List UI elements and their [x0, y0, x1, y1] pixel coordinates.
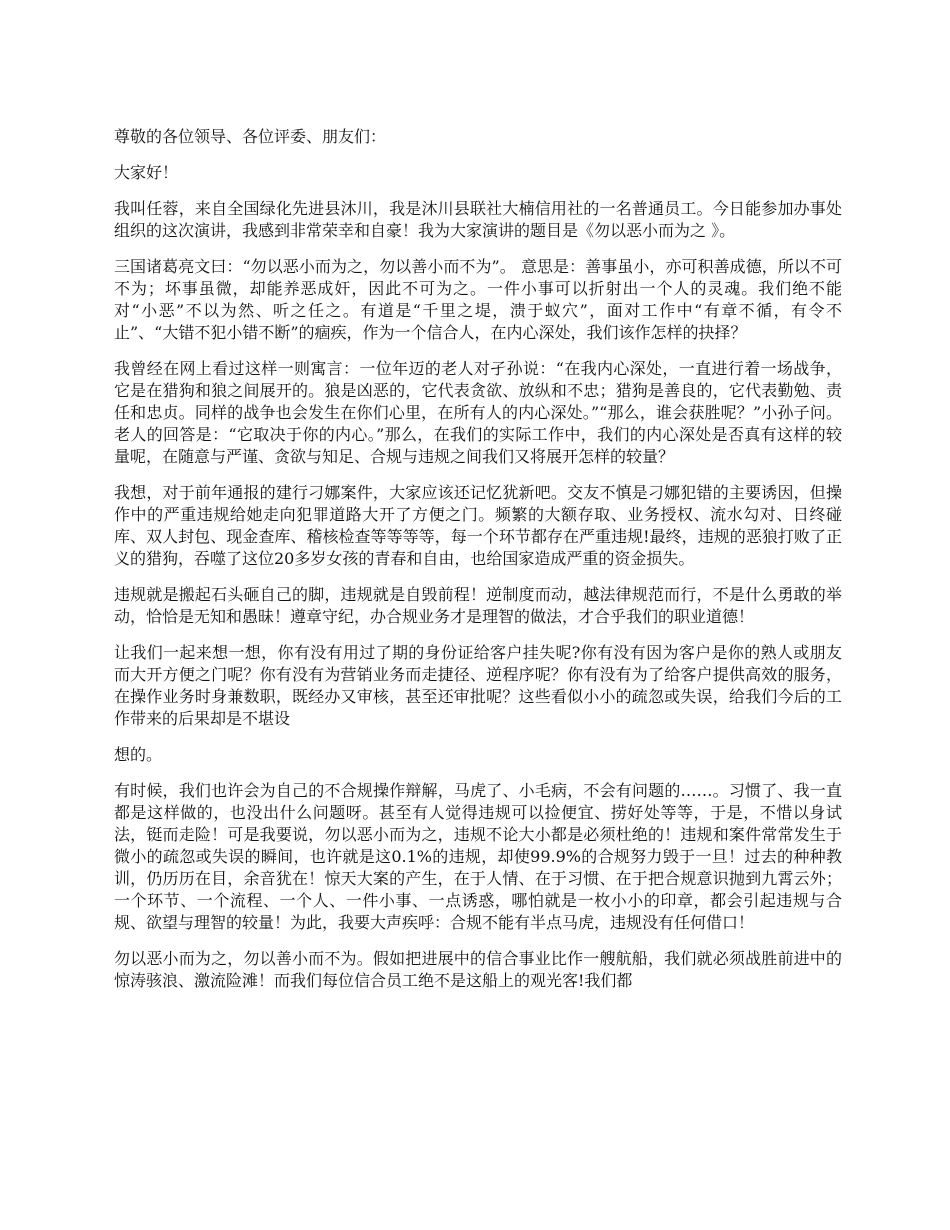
salutation-line: 大家好！ [114, 163, 179, 182]
greeting-line: 尊敬的各位领导、各位评委、朋友们： [114, 127, 387, 146]
violation-warning-paragraph: 违规就是搬起石头砸自己的脚，违规就是自毁前程！逆制度而动，越法律规范而行，不是什么勇敢的举动，恰恰是无知和愚昧！遵章守纪，办合规业务才是理智的做法，才合乎我们的职业道德！ [114, 585, 842, 626]
introduction-paragraph: 我叫任蓉，来自全国绿化先进县沐川，我是沐川县联社大楠信用社的一名普通员工。今日能参加办事处组织的这次演讲，我感到非常荣幸和自豪！我为大家演讲的题目是《勿以恶小而为之 》。 [114, 199, 842, 240]
fable-paragraph: 我曾经在网上看过这样一则寓言：一位年迈的老人对孑孙说：“在我内心深处，一直进行着一场战争，它是在猎狗和狼之间展开的。狼是凶恶的，它代表贪欲、放纵和不忠；猎狗是善良的，它代表勤勉、责任和忠贞。同样的战争也会发生在你们心里，在所有人的内心深处。”“那么，谁会获胜呢？”小孙子问。老人的回答是：“它取决于你的内心。”那么，在我们的实际工作中，我们的内心深处是否真有这样的较量呢，在随意与严谨、贪欲与知足、合规与违规之间我们又将展开怎样的较量？ [114, 359, 842, 466]
document-page [114, 126, 842, 1006]
compliance-call-paragraph: 有时候，我们也许会为自己的不合规操作辩解，马虎了、小毛病，不会有问题的……。习惯了、我一直都是这样做的，也没出什么问题呀。甚至有人觉得违规可以捡便宜、捞好处等等，于是，不惜以身试法，铤而走险！可是我要说，勿以恶小而为之，违规不论大小都是必须杜绝的！违规和案件常常发生于微小的疏忽或失误的瞬间，也许就是这0.1%的违规，却使99.9%的合规努力毁于一旦！过去的种种教训，仍历历在目，余音犹在！惊天大案的产生，在于人情、在于习惯、在于把合规意识抛到九霄云外；一个环节、一个流程、一个人、一件小事、一点诱惑，哪怕就是一枚小小的印章，都会引起违规与合规、欲望与理智的较量！为此，我要大声疾呼：合规不能有半点马虎，违规没有任何借口！ [114, 781, 842, 932]
reflection-questions-paragraph: 让我们一起来想一想，你有没有用过了期的身份证给客户挂失呢?你有没有因为客户是你的熟人或朋友而大开方便之门呢？你有没有为营销业务而走捷径、逆程序呢？你有没有为了给客户提供高效的服务，在操作业务时身兼数职，既经办又审核，甚至还审批呢？这些看似小小的疏忽或失误，给我们今后的工作带来的后果却是不堪设 [114, 643, 842, 728]
closing-paragraph: 勿以恶小而为之，勿以善小而不为。假如把进展中的信合事业比作一艘航船，我们就必须战胜前进中的惊涛骇浪、激流险滩！而我们每位信合员工绝不是这船上的观光客!我们都 [114, 949, 842, 990]
reflection-continuation-paragraph: 想的。 [114, 745, 163, 764]
case-study-paragraph: 我想，对于前年通报的建行刁娜案件，大家应该还记忆犹新吧。交友不慎是刁娜犯错的主要诱因，但操作中的严重违规给她走向犯罪道路大开了方便之门。频繁的大额存取、业务授权、流水勾对、日终碰库、双人封包、现金查库、稽核检查等等等等，每一个环节都存在严重违规!最终，违规的恶狼打败了正义的猎狗，吞噬了这位20多岁女孩的青春和自由，也给国家造成严重的资金损失。 [114, 483, 842, 568]
quote-explanation-paragraph: 三国诸葛亮文曰：“勿以恶小而为之，勿以善小而不为”。 意思是：善事虽小，亦可积善成德，所以不可不为；坏事虽微，却能养恶成奸，因此不可为之。一件小事可以折射出一个人的灵魂。我们绝不能对“小恶”不以为然、听之任之。有道是“千里之堤，溃于蚁穴”，面对工作中“有章不循，有令不止”、“大错不犯小错不断”的痼疾，作为一个信合人，在内心深处，我们该作怎样的抉择？ [114, 257, 842, 342]
